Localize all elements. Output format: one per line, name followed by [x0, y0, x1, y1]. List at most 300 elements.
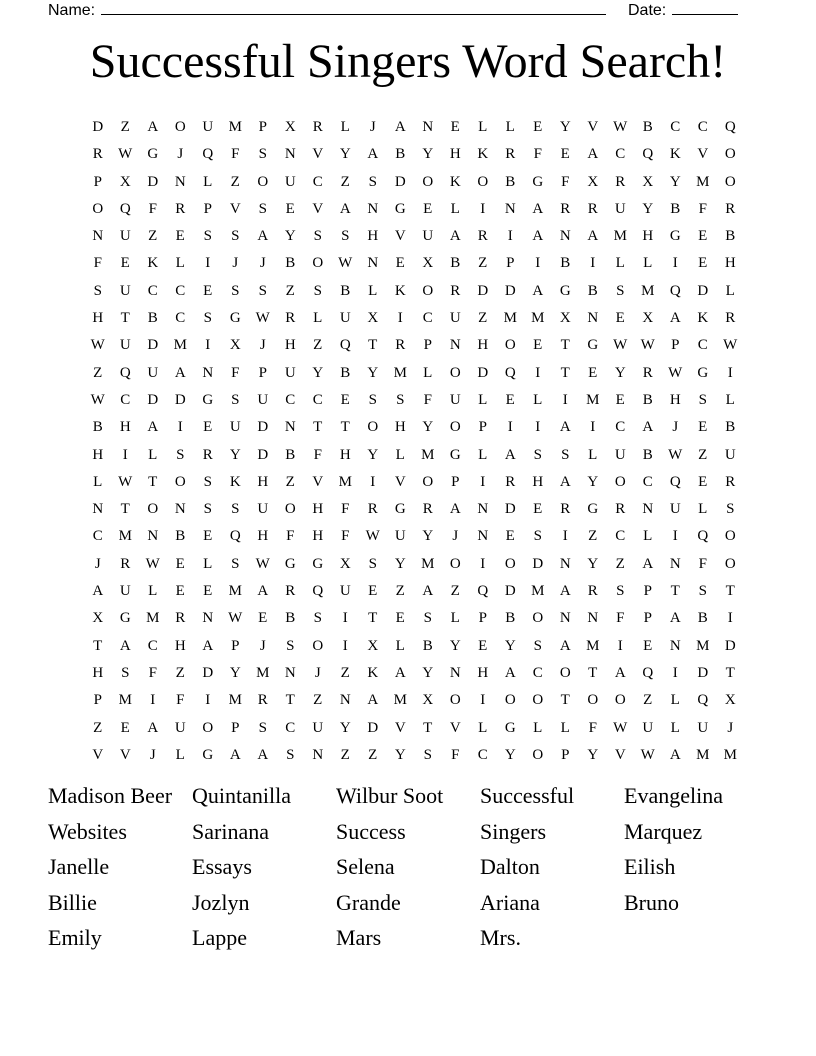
- grid-letter: E: [478, 637, 488, 654]
- grid-letter: R: [615, 173, 626, 190]
- grid-letter: F: [423, 391, 432, 408]
- grid-letter: Y: [504, 637, 516, 654]
- grid-letter: L: [643, 255, 653, 272]
- grid-letter: C: [615, 528, 626, 545]
- grid-letter: M: [338, 473, 352, 490]
- grid-letter: Z: [368, 746, 378, 763]
- grid-letter: L: [643, 528, 653, 545]
- grid-letter: R: [175, 200, 186, 217]
- grid-letter: R: [477, 228, 488, 245]
- grid-row: [84, 442, 744, 469]
- grid-letter: S: [231, 228, 240, 245]
- grid-letter: R: [395, 337, 406, 354]
- grid-row: [84, 278, 744, 305]
- grid-letter: R: [505, 146, 516, 163]
- grid-letter: L: [478, 719, 488, 736]
- word-list-item: Success: [336, 818, 406, 844]
- grid-letter: N: [477, 501, 489, 518]
- grid-letter: P: [643, 583, 652, 600]
- grid-letter: A: [559, 473, 571, 490]
- grid-letter: Z: [340, 173, 350, 190]
- grid-letter: E: [698, 473, 708, 490]
- grid-letter: N: [147, 528, 159, 545]
- grid-letter: S: [121, 664, 130, 681]
- grid-letter: Q: [669, 473, 681, 490]
- grid-letter: I: [535, 364, 541, 381]
- grid-letter: F: [561, 173, 570, 190]
- grid-letter: A: [257, 228, 269, 245]
- grid-letter: L: [505, 119, 515, 135]
- grid-letter: I: [205, 255, 211, 272]
- grid-letter: H: [92, 664, 104, 681]
- grid-letter: H: [532, 473, 544, 490]
- grid-letter: T: [368, 337, 378, 354]
- grid-letter: I: [590, 255, 596, 272]
- grid-letter: A: [449, 501, 461, 518]
- grid-letter: I: [672, 255, 678, 272]
- grid-letter: L: [725, 282, 735, 299]
- grid-letter: N: [587, 610, 599, 627]
- grid-letter: M: [613, 228, 627, 245]
- grid-letter: Y: [284, 228, 296, 245]
- grid-letter: U: [642, 719, 654, 736]
- grid-letter: M: [531, 583, 545, 600]
- grid-letter: W: [613, 337, 628, 354]
- grid-letter: Y: [394, 555, 406, 572]
- grid-letter: X: [339, 555, 351, 572]
- date-label: Date:: [628, 2, 667, 19]
- grid-letter: Z: [175, 664, 185, 681]
- grid-letter: P: [258, 364, 267, 381]
- word-list-item: Successful: [480, 783, 575, 808]
- grid-letter: P: [561, 746, 570, 763]
- grid-letter: Y: [422, 528, 434, 545]
- word-list-item: Wilbur Soot: [336, 783, 444, 808]
- grid-letter: I: [480, 200, 486, 217]
- grid-letter: M: [421, 446, 435, 463]
- grid-letter: U: [147, 364, 159, 381]
- grid-letter: U: [339, 583, 351, 600]
- grid-letter: N: [504, 200, 516, 217]
- grid-letter: C: [175, 310, 186, 327]
- grid-row: [84, 578, 744, 605]
- grid-letter: G: [697, 364, 709, 381]
- grid-letter: S: [258, 146, 267, 163]
- grid-letter: S: [561, 446, 570, 463]
- grid-letter: A: [92, 583, 104, 600]
- grid-letter: W: [640, 337, 655, 354]
- grid-letter: Y: [367, 446, 379, 463]
- grid-letter: T: [313, 419, 323, 436]
- grid-letter: I: [205, 692, 211, 709]
- grid-letter: O: [449, 692, 461, 709]
- grid-letter: I: [562, 528, 568, 545]
- grid-letter: Q: [202, 146, 214, 163]
- grid-letter: L: [478, 391, 488, 408]
- grid-letter: G: [532, 173, 544, 190]
- grid-letter: B: [725, 228, 736, 245]
- grid-letter: N: [92, 501, 104, 518]
- grid-letter: O: [532, 746, 544, 763]
- grid-letter: P: [258, 119, 267, 135]
- grid-letter: A: [257, 746, 269, 763]
- grid-letter: O: [724, 555, 736, 572]
- grid-letter: E: [450, 119, 460, 135]
- grid-letter: Z: [340, 664, 350, 681]
- word-list-item: Websites: [48, 818, 127, 844]
- word-list-item: Mars: [336, 925, 382, 950]
- grid-letter: D: [532, 555, 544, 572]
- grid-letter: T: [588, 664, 598, 681]
- grid-letter: L: [175, 255, 185, 272]
- grid-letter: G: [202, 746, 214, 763]
- grid-row: [84, 687, 744, 714]
- grid-letter: M: [723, 746, 737, 763]
- grid-row: [84, 742, 744, 769]
- grid-letter: D: [147, 391, 159, 408]
- grid-letter: L: [395, 637, 405, 654]
- grid-letter: U: [119, 337, 131, 354]
- grid-letter: R: [725, 200, 736, 217]
- grid-letter: E: [120, 719, 130, 736]
- grid-letter: W: [145, 555, 160, 572]
- grid-letter: W: [613, 119, 628, 135]
- grid-letter: I: [480, 555, 486, 572]
- grid-letter: U: [614, 200, 626, 217]
- grid-letter: C: [312, 173, 323, 190]
- grid-letter: A: [559, 637, 571, 654]
- grid-letter: X: [422, 692, 434, 709]
- grid-letter: S: [616, 282, 625, 299]
- word-list-item: Bruno: [624, 889, 679, 915]
- grid-letter: L: [148, 446, 158, 463]
- grid-letter: M: [586, 637, 600, 654]
- grid-letter: M: [173, 337, 187, 354]
- grid-letter: L: [175, 746, 185, 763]
- grid-letter: U: [174, 719, 186, 736]
- grid-letter: O: [422, 282, 434, 299]
- grid-letter: P: [643, 610, 652, 627]
- word-list-item: Dalton: [480, 854, 540, 879]
- grid-letter: Y: [394, 746, 406, 763]
- grid-letter: A: [449, 228, 461, 245]
- grid-letter: N: [284, 419, 296, 436]
- grid-letter: H: [257, 473, 269, 490]
- grid-letter: A: [147, 719, 159, 736]
- grid-letter: J: [314, 664, 321, 681]
- grid-letter: A: [119, 637, 131, 654]
- grid-letter: L: [395, 446, 405, 463]
- grid-letter: D: [504, 501, 516, 518]
- grid-letter: T: [423, 719, 433, 736]
- grid-letter: O: [532, 692, 544, 709]
- grid-letter: J: [94, 555, 101, 572]
- grid-letter: E: [395, 255, 405, 272]
- grid-letter: V: [394, 228, 406, 245]
- grid-letter: C: [670, 119, 681, 135]
- grid-letter: N: [367, 255, 379, 272]
- grid-letter: H: [367, 228, 379, 245]
- grid-letter: E: [698, 419, 708, 436]
- grid-letter: I: [507, 419, 513, 436]
- grid-letter: P: [231, 637, 240, 654]
- grid-letter: S: [698, 391, 707, 408]
- grid-letter: P: [423, 337, 432, 354]
- grid-letter: U: [449, 310, 461, 327]
- grid-letter: F: [698, 200, 707, 217]
- grid-letter: N: [339, 692, 351, 709]
- grid-row: [84, 332, 744, 359]
- grid-letter: A: [669, 310, 681, 327]
- grid-letter: B: [92, 419, 103, 436]
- grid-letter: B: [697, 610, 708, 627]
- grid-letter: S: [396, 391, 405, 408]
- word-list-item: Janelle: [48, 854, 110, 879]
- grid-letter: N: [587, 310, 599, 327]
- grid-letter: A: [367, 146, 379, 163]
- grid-letter: G: [394, 200, 406, 217]
- grid-letter: L: [423, 364, 433, 381]
- grid-letter: F: [533, 146, 542, 163]
- grid-letter: J: [452, 528, 459, 545]
- grid-letter: Z: [120, 119, 130, 135]
- grid-letter: B: [505, 610, 516, 627]
- grid-letter: K: [697, 310, 709, 327]
- grid-letter: N: [92, 228, 104, 245]
- grid-letter: W: [255, 310, 270, 327]
- grid-letter: Q: [477, 583, 489, 600]
- grid-letter: L: [203, 555, 213, 572]
- word-list-item: Quintanilla: [192, 783, 291, 808]
- grid-letter: E: [615, 391, 625, 408]
- grid-letter: I: [177, 419, 183, 436]
- grid-letter: H: [669, 391, 681, 408]
- grid-letter: B: [340, 364, 351, 381]
- grid-letter: D: [367, 719, 379, 736]
- grid-letter: P: [451, 473, 460, 490]
- grid-letter: J: [259, 255, 266, 272]
- grid-letter: Z: [285, 473, 295, 490]
- grid-letter: Y: [587, 473, 599, 490]
- grid-letter: C: [532, 664, 543, 681]
- grid-letter: N: [202, 364, 214, 381]
- grid-letter: A: [614, 664, 626, 681]
- grid-letter: E: [368, 583, 378, 600]
- grid-letter: E: [258, 610, 268, 627]
- grid-letter: N: [559, 610, 571, 627]
- grid-letter: U: [312, 719, 324, 736]
- grid-letter: X: [92, 610, 104, 627]
- grid-letter: M: [393, 364, 407, 381]
- grid-letter: M: [146, 610, 160, 627]
- grid-letter: F: [341, 528, 350, 545]
- grid-letter: I: [397, 310, 403, 327]
- grid-letter: Z: [615, 555, 625, 572]
- grid-row: [84, 414, 744, 441]
- grid-letter: E: [340, 391, 350, 408]
- grid-letter: H: [394, 419, 406, 436]
- grid-letter: I: [727, 364, 733, 381]
- grid-letter: C: [147, 282, 158, 299]
- grid-letter: A: [394, 119, 406, 135]
- grid-letter: V: [394, 719, 406, 736]
- grid-row: [84, 360, 744, 387]
- grid-letter: Z: [148, 228, 158, 245]
- grid-letter: E: [505, 528, 515, 545]
- grid-letter: E: [588, 364, 598, 381]
- grid-row: [84, 305, 744, 332]
- grid-row: [84, 196, 744, 223]
- grid-letter: S: [533, 528, 542, 545]
- grid-letter: R: [312, 119, 323, 135]
- grid-letter: G: [119, 610, 131, 627]
- grid-row: [84, 169, 744, 196]
- grid-letter: V: [312, 473, 324, 490]
- grid-letter: A: [587, 146, 599, 163]
- grid-letter: W: [90, 391, 105, 408]
- grid-letter: L: [450, 610, 460, 627]
- grid-letter: T: [148, 473, 158, 490]
- grid-letter: C: [175, 282, 186, 299]
- grid-letter: Q: [697, 528, 709, 545]
- grid-letter: C: [615, 419, 626, 436]
- grid-letter: F: [176, 692, 185, 709]
- grid-letter: Z: [230, 173, 240, 190]
- grid-letter: S: [231, 391, 240, 408]
- grid-letter: A: [532, 200, 544, 217]
- grid-letter: M: [421, 555, 435, 572]
- grid-letter: U: [614, 446, 626, 463]
- grid-letter: E: [175, 228, 185, 245]
- grid-letter: S: [203, 473, 212, 490]
- grid-letter: O: [147, 501, 159, 518]
- date-field: [628, 0, 738, 20]
- grid-letter: N: [559, 228, 571, 245]
- grid-letter: C: [422, 310, 433, 327]
- grid-letter: V: [229, 200, 241, 217]
- grid-row: [84, 141, 744, 168]
- grid-letter: V: [697, 146, 709, 163]
- grid-letter: N: [642, 501, 654, 518]
- grid-letter: X: [367, 637, 379, 654]
- grid-letter: I: [480, 692, 486, 709]
- grid-letter: O: [312, 255, 324, 272]
- grid-letter: W: [668, 364, 683, 381]
- grid-letter: Y: [504, 746, 516, 763]
- grid-letter: H: [477, 337, 489, 354]
- grid-letter: S: [368, 555, 377, 572]
- grid-row: [84, 633, 744, 660]
- grid-letter: D: [92, 119, 104, 135]
- grid-letter: O: [174, 119, 186, 135]
- grid-letter: H: [642, 228, 654, 245]
- grid-letter: M: [586, 391, 600, 408]
- grid-letter: Z: [643, 692, 653, 709]
- grid-letter: L: [313, 310, 323, 327]
- grid-letter: H: [174, 637, 186, 654]
- grid-letter: F: [231, 364, 240, 381]
- grid-letter: W: [228, 610, 243, 627]
- grid-row: [84, 551, 744, 578]
- grid-letter: Q: [724, 119, 736, 135]
- grid-letter: Y: [449, 637, 461, 654]
- grid-letter: W: [118, 146, 133, 163]
- grid-letter: N: [669, 555, 681, 572]
- grid-letter: T: [93, 637, 103, 654]
- grid-letter: P: [478, 419, 487, 436]
- grid-letter: Y: [422, 664, 434, 681]
- grid-letter: X: [367, 310, 379, 327]
- grid-letter: A: [642, 555, 654, 572]
- grid-letter: N: [312, 746, 324, 763]
- grid-letter: C: [615, 146, 626, 163]
- grid-letter: Q: [339, 337, 351, 354]
- grid-letter: O: [724, 528, 736, 545]
- grid-letter: Y: [669, 173, 681, 190]
- grid-letter: D: [504, 282, 516, 299]
- grid-letter: S: [616, 583, 625, 600]
- grid-letter: U: [202, 119, 214, 135]
- grid-letter: H: [312, 528, 324, 545]
- grid-letter: S: [231, 282, 240, 299]
- grid-letter: A: [532, 282, 544, 299]
- grid-letter: P: [203, 200, 212, 217]
- grid-letter: S: [368, 391, 377, 408]
- grid-letter: D: [697, 664, 709, 681]
- grid-letter: L: [588, 446, 598, 463]
- grid-letter: O: [174, 473, 186, 490]
- grid-letter: R: [92, 146, 103, 163]
- grid-letter: T: [725, 664, 735, 681]
- grid-letter: E: [533, 501, 543, 518]
- grid-letter: I: [480, 473, 486, 490]
- grid-letter: J: [369, 119, 376, 135]
- grid-letter: Q: [642, 664, 654, 681]
- grid-letter: K: [477, 146, 489, 163]
- word-list-item: Billie: [48, 889, 97, 915]
- grid-letter: J: [149, 746, 156, 763]
- grid-letter: H: [119, 419, 131, 436]
- grid-letter: S: [286, 746, 295, 763]
- word-list-item: Sarinana: [192, 818, 269, 844]
- grid-letter: N: [202, 610, 214, 627]
- grid-letter: J: [232, 255, 239, 272]
- grid-letter: D: [504, 583, 516, 600]
- grid-letter: E: [698, 255, 708, 272]
- grid-letter: K: [147, 255, 159, 272]
- grid-letter: B: [505, 173, 516, 190]
- grid-letter: X: [229, 337, 241, 354]
- grid-letter: W: [90, 337, 105, 354]
- word-list-item: Ariana: [480, 889, 540, 915]
- grid-letter: N: [174, 501, 186, 518]
- grid-letter: E: [175, 583, 185, 600]
- grid-letter: L: [560, 719, 570, 736]
- grid-letter: N: [284, 664, 296, 681]
- grid-letter: Q: [697, 692, 709, 709]
- word-list: [48, 780, 768, 958]
- name-field: [48, 0, 606, 20]
- grid-letter: C: [120, 391, 131, 408]
- grid-letter: D: [394, 173, 406, 190]
- grid-letter: L: [93, 473, 103, 490]
- grid-letter: W: [365, 528, 380, 545]
- grid-row: [84, 523, 744, 550]
- grid-letter: F: [313, 446, 322, 463]
- grid-row: [84, 715, 744, 742]
- grid-letter: I: [535, 255, 541, 272]
- grid-letter: Y: [312, 364, 324, 381]
